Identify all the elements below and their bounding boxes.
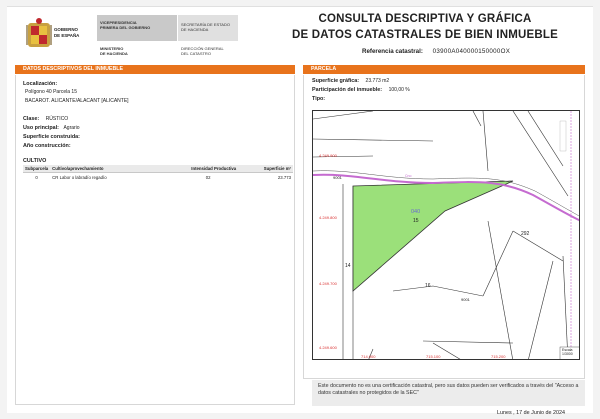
col-subparcela: Subparcela [25,166,49,171]
ministry-line-1: MINISTERIO [100,46,124,51]
vicepresidency-block [97,15,177,41]
ref-label: Referencia catastral: [362,48,423,55]
anio-construccion-label: Año construcción: [23,143,71,149]
section-parcel-header: PARCELA [303,65,585,74]
y-coord-label-1: 4.249.900 [319,153,337,158]
clase-value: RÚSTICO [45,116,69,122]
cadastral-reference [362,48,510,55]
right-coordinate-strip [560,111,571,360]
parcel-boundaries [313,111,568,360]
gov-line-1: GOBIERNO [54,27,78,32]
coat-of-arms-icon [26,17,52,51]
document-title-line1: CONSULTA DESCRIPTIVA Y GRÁFICA [318,13,532,25]
uso-value: Agrario [63,125,80,131]
cultivo-header-row [23,165,293,173]
disclaimer-note: Este documento no es una certificación catastral, pero sus datos pueden ser verificados a través del "Acceso a datos catastrales no protegidos de la SEC" [312,380,585,406]
road-9001-label-2: 9001 [461,297,470,302]
superficie-grafica-row [312,78,389,84]
road-9001-label: 9001 [333,175,342,180]
vicepres-line-2: PRIMERA DEL GOBIERNO [100,25,151,30]
secretaria-block [178,15,238,41]
col-superficie: Superficie m² [238,165,293,173]
direccion-line-2: DEL CATASTRO [181,51,211,56]
x-coord-label-2: 715.200 [491,354,506,359]
cultivo-title: CULTIVO [23,158,47,164]
parcel-14-label: 14 [345,263,351,269]
polygon-number-label: 040 [411,209,421,215]
part-label: Participación del inmueble: [312,87,383,93]
clase-row [23,116,68,122]
localizacion-label: Localización: [23,81,58,87]
parcel-map-svg [313,111,580,360]
section-descriptive-header: DATOS DESCRIPTIVOS DEL INMUEBLE [15,65,295,74]
y-coord-label-4: 4.249.600 [319,345,337,350]
localizacion-line2: BACAROT. ALICANTE/ALACANT [ALICANTE] [25,98,129,104]
document-date: Lunes , 17 de Junio de 2024 [497,410,566,416]
direccion-label [181,46,224,56]
cadastral-map [312,110,580,360]
y-coord-label-3: 4.249.700 [319,281,337,286]
cell-cultivo: CR Labor o labradío regadío [52,175,107,180]
gov-line-2: DE ESPAÑA [54,32,80,38]
col-cultivo: Cultivo/aprovechamiento [50,165,178,173]
vicepres-line-1: VICEPRESIDENCIA [100,20,137,25]
cell-superficie: 23.773 [277,175,291,180]
participacion-row [312,87,410,93]
direccion-line-1: DIRECCIÓN GENERAL [181,46,224,51]
superficie-construida-label: Superficie construida: [23,134,80,140]
x-coord-label-0: 714.900 [361,354,376,359]
parcel-292-label: 292 [521,231,530,237]
ministry-label [100,46,128,56]
road-name-label: Cno [405,174,412,178]
government-header [22,13,242,63]
document-title-line2: DE DATOS CATASTRALES DE BIEN INMUEBLE [292,29,558,41]
cell-subparcela: 0 [35,175,38,180]
sup-value: 23.773 m2 [365,78,390,84]
localizacion-line1: Polígono 40 Parcela 15 [25,89,77,95]
y-coord-label-2: 4.249.800 [319,215,337,220]
document-page [7,6,593,416]
highlighted-parcel [353,181,513,291]
ministry-line-2: DE HACIENDA [100,51,128,56]
tipo-label: Tipo: [312,96,326,102]
parcel-15-label: 15 [413,218,419,224]
government-label [54,27,96,38]
cultivo-table [23,165,293,182]
uso-label: Uso principal: [23,125,59,131]
parcel-16-label: 16 [425,283,431,289]
cell-intensidad: 02 [205,175,211,180]
col-intensidad: Intensidad Productiva [178,165,238,173]
uso-row [23,125,80,131]
table-row [23,173,293,183]
sup-label: Superficie gráfica: [312,78,360,84]
part-value: 100,00 % [388,87,410,93]
x-coord-label-1: 715.100 [426,354,441,359]
ref-value: 03900A040000150000OX [432,48,511,55]
clase-label: Clase: [23,116,40,122]
secretaria-line-1: SECRETARÍA DE ESTADO [181,22,230,27]
secretaria-line-2: DE HACIENDA [181,27,209,32]
scale-label: Escala 1/3000 [562,348,573,357]
